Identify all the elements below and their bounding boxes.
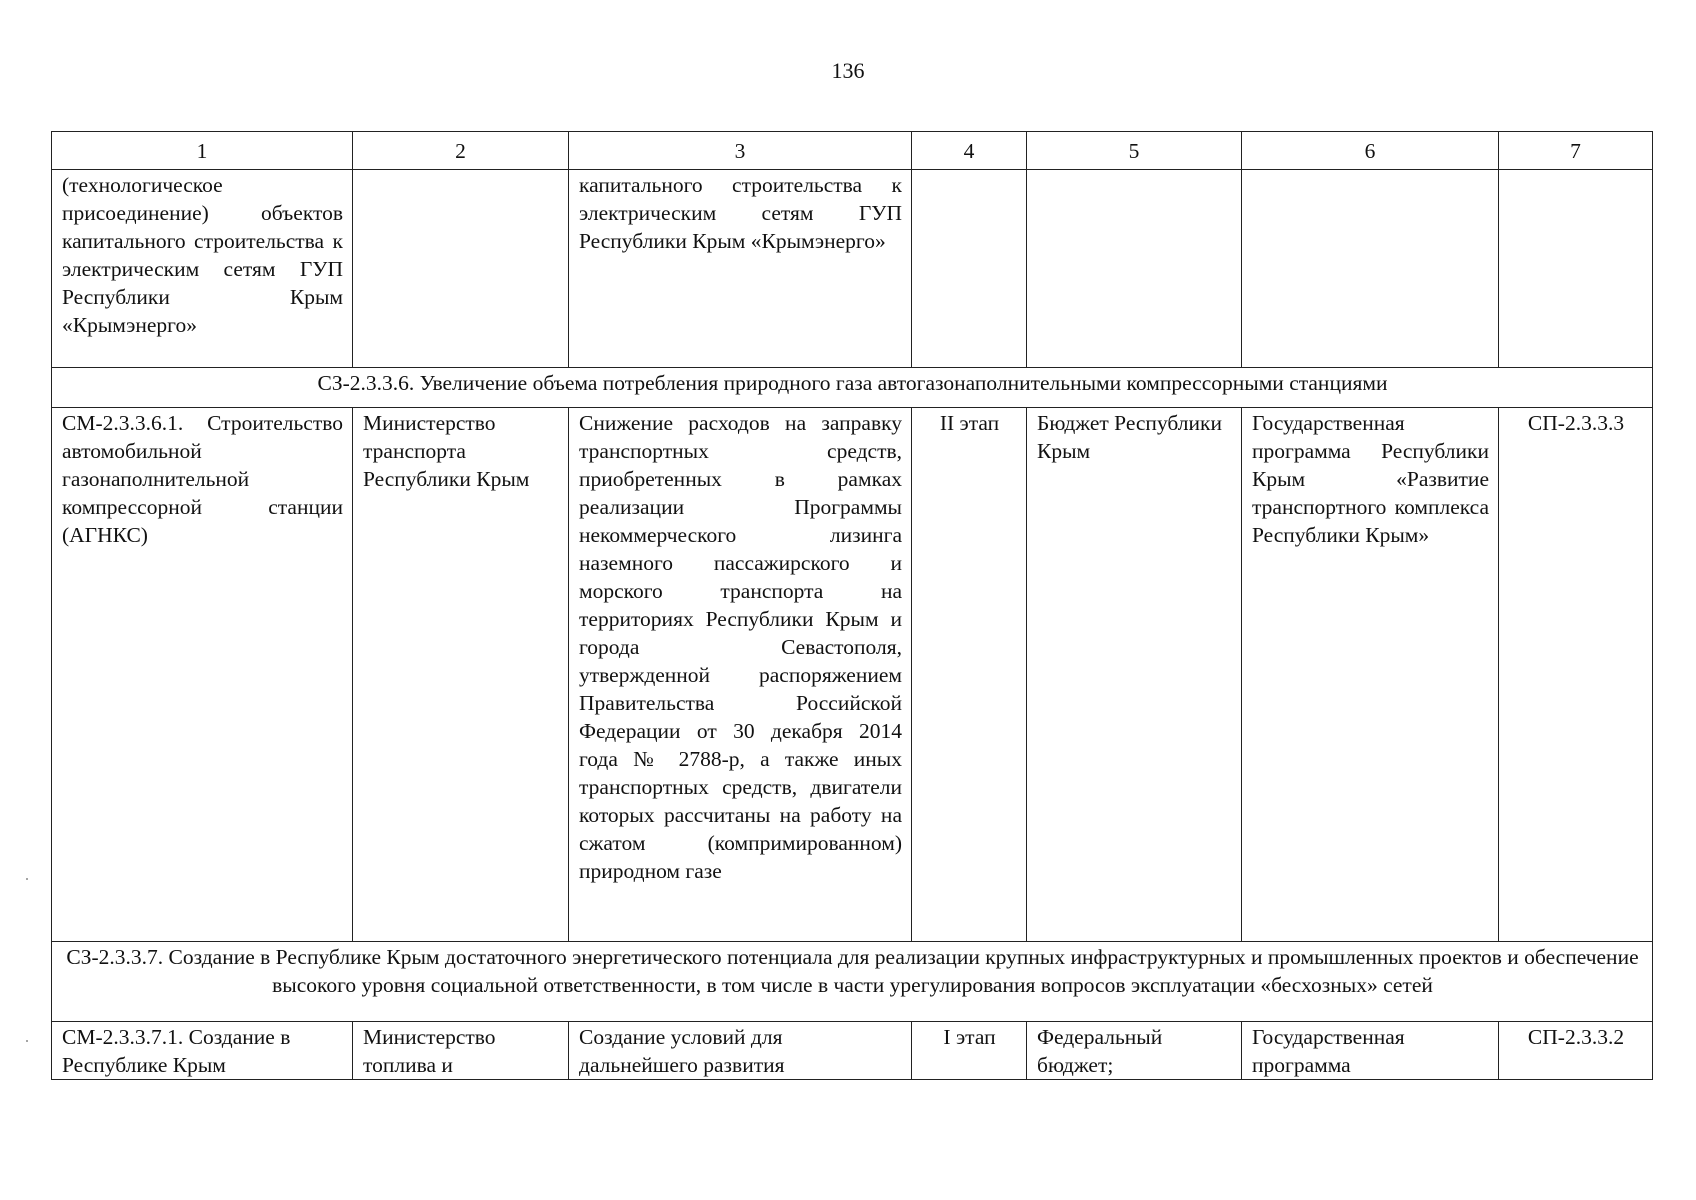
scan-speck bbox=[26, 878, 28, 880]
column-header: 4 bbox=[912, 132, 1027, 170]
reference-cell: СП-2.3.3.3 bbox=[1499, 408, 1653, 942]
executor-cell: Министерство топлива и bbox=[353, 1022, 569, 1080]
funding-cell bbox=[1027, 170, 1242, 368]
section-title: СЗ-2.3.3.6. Увеличение объема потребления природного газа автогазонаполнительными компрессорными станциями bbox=[52, 368, 1653, 408]
stage-cell: I этап bbox=[912, 1022, 1027, 1080]
column-header: 5 bbox=[1027, 132, 1242, 170]
reference-cell: СП-2.3.3.2 bbox=[1499, 1022, 1653, 1080]
column-header: 1 bbox=[52, 132, 353, 170]
measure-cell: СМ-2.3.3.7.1. Создание в Республике Крым bbox=[52, 1022, 353, 1080]
funding-cell: Бюджет Республики Крым bbox=[1027, 408, 1242, 942]
scan-speck bbox=[26, 1040, 28, 1042]
column-header: 7 bbox=[1499, 132, 1653, 170]
column-header: 2 bbox=[353, 132, 569, 170]
result-cell: капитального строительства к электрическим сетям ГУП Республики Крым «Крымэнерго» bbox=[569, 170, 912, 368]
section-row bbox=[52, 942, 1653, 1022]
result-cell: Снижение расходов на заправку транспортных средств, приобретенных в рамках реализации Программы некоммерческого лизинга наземного пассажирского и морского транспорта на территориях Республики Крым и города Севастополя, утвержденной распоряжением Правительства Российской Федерации от 30 декабря 2014 года № 2788-р, а также иных транспортных средств, двигатели которых рассчитаны на работу на сжатом (компримированном) природном газе bbox=[569, 408, 912, 942]
table-row bbox=[52, 170, 1653, 368]
executor-cell bbox=[353, 170, 569, 368]
column-header: 6 bbox=[1242, 132, 1499, 170]
measure-cell: СМ-2.3.3.6.1. Строительство автомобильной газонаполнительной компрессорной станции (АГНКС) bbox=[52, 408, 353, 942]
page-number: 136 bbox=[831, 58, 865, 83]
program-cell: Государственная программа bbox=[1242, 1022, 1499, 1080]
program-cell: Государственная программа Республики Крым «Развитие транспортного комплекса Республики Крым» bbox=[1242, 408, 1499, 942]
result-cell: Создание условий для дальнейшего развития bbox=[569, 1022, 912, 1080]
stage-cell: II этап bbox=[912, 408, 1027, 942]
executor-cell: Министерство транспорта Республики Крым bbox=[353, 408, 569, 942]
measure-cell: (технологическое присоединение) объектов капитального строительства к электрическим сетям ГУП Республики Крым «Крымэнерго» bbox=[52, 170, 353, 368]
reference-cell bbox=[1499, 170, 1653, 368]
stage-cell bbox=[912, 170, 1027, 368]
section-row bbox=[52, 368, 1653, 408]
table-row bbox=[52, 1022, 1653, 1080]
table-row bbox=[52, 408, 1653, 942]
column-header: 3 bbox=[569, 132, 912, 170]
section-title: СЗ-2.3.3.7. Создание в Республике Крым достаточного энергетического потенциала для реализации крупных инфраструктурных и промышленных проектов и обеспечение высокого уровня социальной ответственности, в том числе в части урегулирования вопросов эксплуатации «бесхозных» сетей bbox=[52, 942, 1653, 1022]
funding-cell: Федеральный бюджет; bbox=[1027, 1022, 1242, 1080]
measures-table bbox=[51, 131, 1653, 1080]
header-row bbox=[52, 132, 1653, 170]
program-cell bbox=[1242, 170, 1499, 368]
